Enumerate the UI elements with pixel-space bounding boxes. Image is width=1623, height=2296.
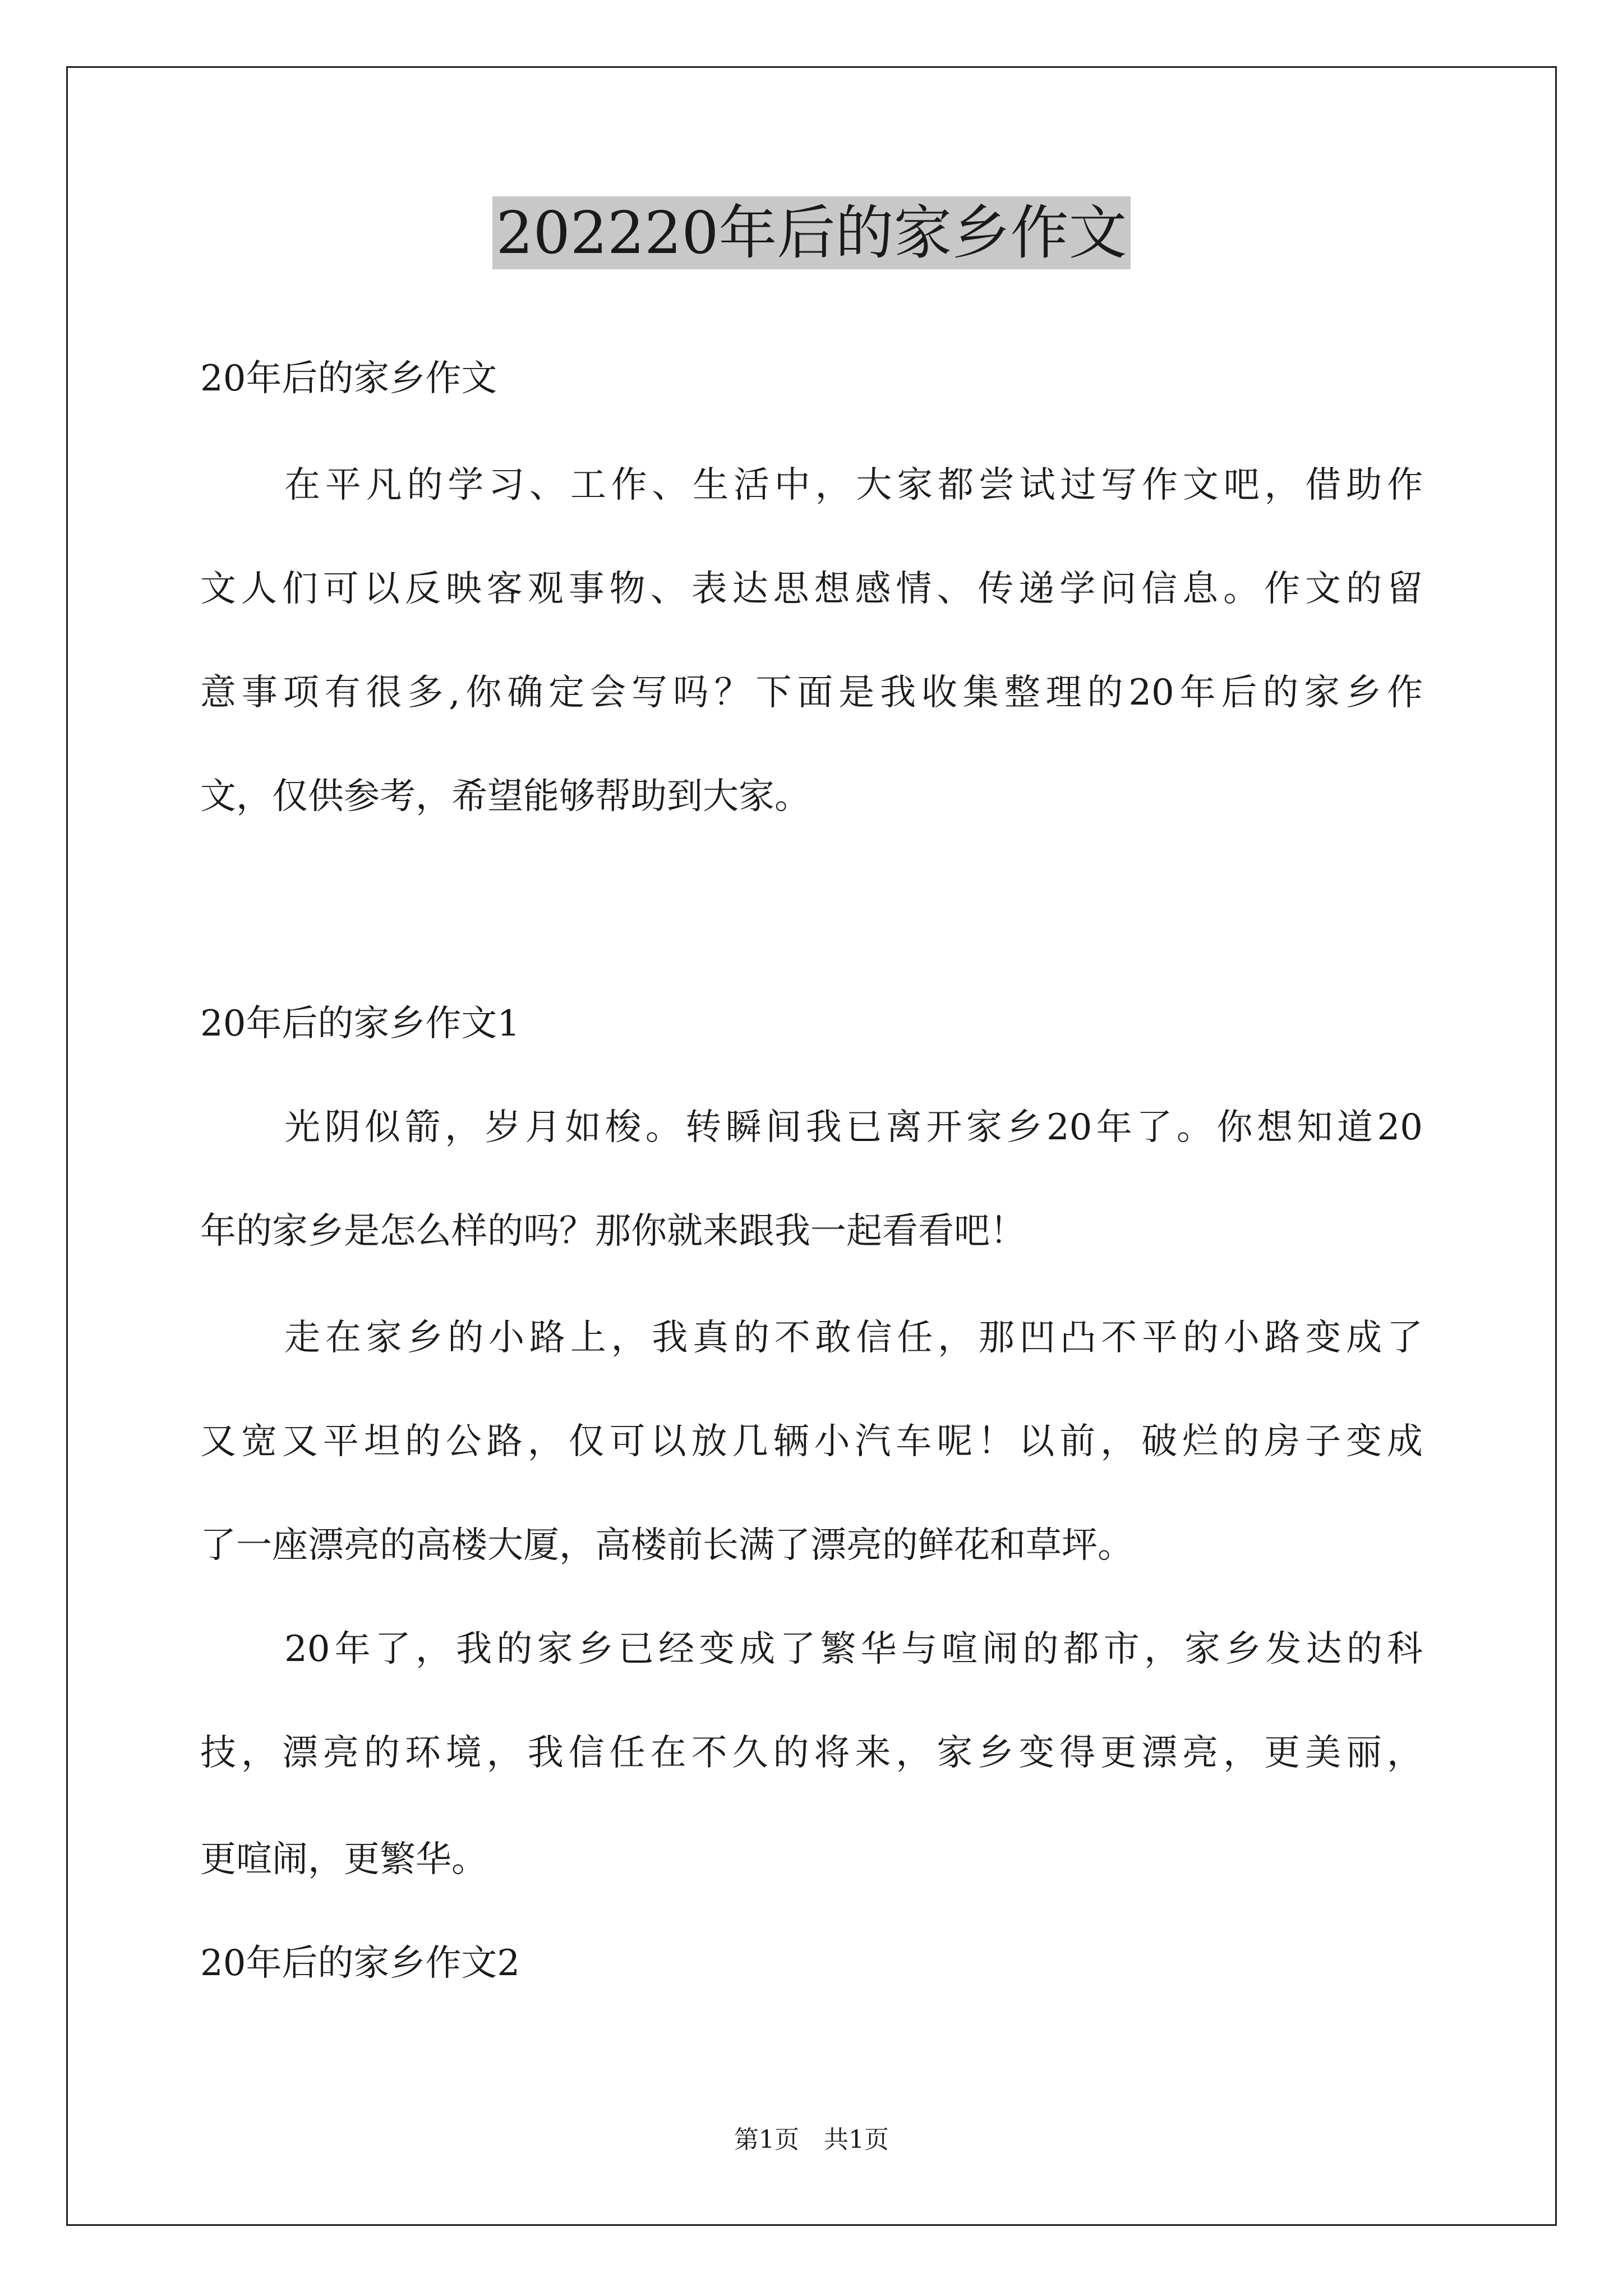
p1-line-2: 年的家乡是怎么样的吗？那你就来跟我一起看看吧！ — [200, 1211, 1026, 1252]
heading: 20年后的家乡作文 — [200, 358, 497, 399]
p3-line-2: 技，漂亮的环境，我信任在不久的将来，家乡变得更漂亮，更美丽， — [200, 1732, 1423, 1774]
intro-line-4: 文，仅供参考，希望能够帮助到大家。 — [200, 776, 810, 817]
p2-line-1: 走在家乡的小路上，我真的不敢信任，那凹凸不平的小路变成了 — [284, 1317, 1423, 1359]
intro-line-2: 文人们可以反映客观事物、表达思想感情、传递学问信息。作文的留 — [200, 568, 1423, 610]
page-footer — [0, 2123, 1623, 2157]
section-1-heading: 20年后的家乡作文1 — [200, 1003, 520, 1045]
page-number: 第1页 — [734, 2125, 799, 2154]
p2-line-2: 又宽又平坦的公路，仅可以放几辆小汽车呢！以前，破烂的房子变成 — [200, 1421, 1423, 1462]
p3-line-1: 20年了，我的家乡已经变成了繁华与喧闹的都市，家乡发达的科 — [284, 1628, 1423, 1670]
page-total: 共1页 — [824, 2125, 889, 2154]
document-title: 202220年后的家乡作文 — [492, 196, 1130, 269]
intro-line-1: 在平凡的学习、工作、生活中，大家都尝试过写作文吧，借助作 — [284, 464, 1423, 506]
p2-line-3: 了一座漂亮的高楼大厦，高楼前长满了漂亮的鲜花和草坪。 — [200, 1525, 1133, 1566]
intro-line-3: 意事项有很多,你确定会写吗？下面是我收集整理的20年后的家乡作 — [200, 672, 1423, 714]
section-2-heading: 20年后的家乡作文2 — [200, 1943, 520, 1984]
p1-line-1: 光阴似箭，岁月如梭。转瞬间我已离开家乡20年了。你想知道20 — [284, 1107, 1423, 1148]
p3-line-3: 更喧闹，更繁华。 — [200, 1839, 487, 1880]
title-container — [0, 196, 1623, 269]
